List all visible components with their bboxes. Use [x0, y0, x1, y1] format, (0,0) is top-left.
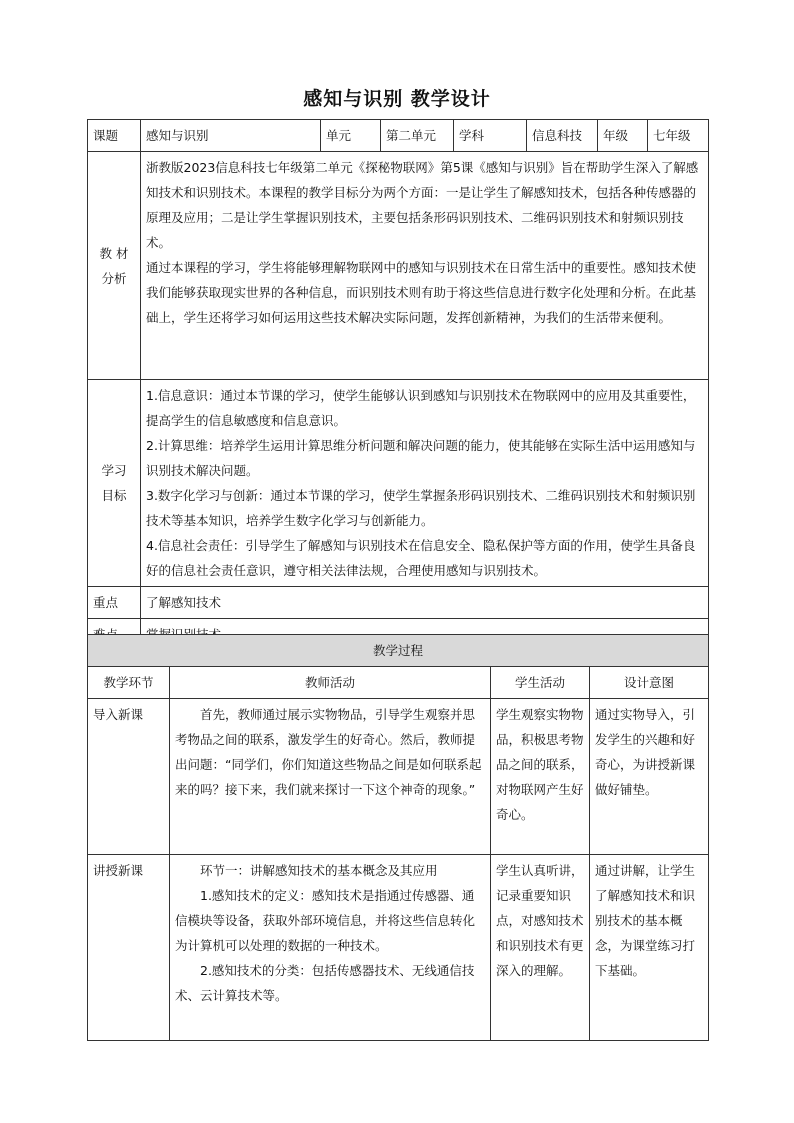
material-label: [88, 152, 141, 380]
subject-value: 信息科技: [527, 120, 598, 152]
teacher-paragraph: 2.感知技术的分类：包括传感器技术、无线通信技术、云计算技术等。: [175, 963, 475, 1003]
header-intent: 设计意图: [590, 667, 709, 699]
header-teacher: 教师活动: [170, 667, 491, 699]
goal-item: 1.信息意识：通过本节课的学习，使学生能够认识到感知与识别技术在物联网中的应用及其重要性，提高学生的信息敏感度和信息意识。: [146, 388, 696, 428]
goals-label-line2: 目标: [101, 488, 127, 503]
design-intent: 通过实物导入，引发学生的兴趣和好奇心，为讲授新课做好铺垫。: [590, 699, 709, 855]
course-label: 课题: [88, 120, 141, 152]
document-title: 感知与识别 教学设计: [303, 88, 491, 110]
goals-label-line1: 学习: [101, 463, 127, 478]
unit-label: 单元: [321, 120, 381, 152]
stage-cell: 讲授新课: [88, 855, 170, 1041]
material-paragraph-2: 通过本课程的学习，学生将能够理解物联网中的感知与识别技术在日常生活中的重要性。感知技术使我们能够获取现实世界的各种信息，而识别技术则有助于将这些信息进行数字化处理和分析。在此基础上，学生还将学习如何运用这些技术解决实际问题，发挥创新精神，为我们的生活带来便利。: [146, 260, 697, 325]
teacher-activity: [170, 699, 491, 855]
teacher-paragraph: 首先，教师通过展示实物物品，引导学生观察并思考物品之间的联系，激发学生的好奇心。然后，教师提出问题：“同学们，你们知道这些物品之间是如何联系起来的吗？接下来，我们就来探讨一下这个神奇的现象。”: [175, 707, 482, 797]
grade-value: 七年级: [648, 120, 709, 152]
subject-label: 学科: [454, 120, 527, 152]
student-activity: 学生观察实物物品，积极思考物品之间的联系，对物联网产生好奇心。: [491, 699, 590, 855]
process-title: 教学过程: [88, 635, 709, 667]
course-value: 感知与识别: [141, 120, 321, 152]
material-label-line2: 分析: [101, 270, 127, 286]
grade-label: 年级: [598, 120, 648, 152]
stage-cell: 导入新课: [88, 699, 170, 855]
unit-value: 第二单元: [381, 120, 454, 152]
goal-item: 2.计算思维：培养学生运用计算思维分析问题和解决问题的能力，使其能够在实际生活中运用感知与识别技术解决问题。: [146, 438, 696, 478]
key-point-value: 了解感知技术: [141, 587, 709, 619]
goal-item: 3.数字化学习与创新：通过本节课的学习，使学生掌握条形码识别技术、二维码识别技术和射频识别技术等基本知识，培养学生数字化学习与创新能力。: [146, 488, 696, 528]
material-paragraph-1: 浙教版2023信息科技七年级第二单元《探秘物联网》第5课《感知与识别》旨在帮助学生深入了解感知技术和识别技术。本课程的教学目标分为两个方面：一是让学生了解感知技术，包括各种传感器的原理及应用；二是让学生掌握识别技术，主要包括条形码识别技术、二维码识别技术和射频识别技术。: [146, 160, 699, 250]
teacher-paragraph: 环节一：讲解感知技术的基本概念及其应用: [200, 863, 438, 878]
teacher-paragraph: 1.感知技术的定义：感知技术是指通过传感器、通信模块等设备，获取外部环境信息，并将这些信息转化为计算机可以处理的数据的一种技术。: [175, 888, 476, 953]
header-stage: 教学环节: [88, 667, 170, 699]
teaching-process-table: [87, 634, 709, 1041]
design-intent: 通过讲解，让学生了解感知技术和识别技术的基本概念，为课堂练习打下基础。: [590, 855, 709, 1041]
teacher-activity: [170, 855, 491, 1041]
goals-label: [88, 380, 141, 587]
goals-content: [141, 380, 709, 587]
header-student: 学生活动: [491, 667, 590, 699]
key-point-label: 重点: [88, 587, 141, 619]
material-content: [141, 152, 709, 380]
goal-item: 4.信息社会责任：引导学生了解感知与识别技术在信息安全、隐私保护等方面的作用，使学生具备良好的信息社会责任意识，遵守相关法律法规，合理使用感知与识别技术。: [146, 538, 696, 578]
material-label-line1: 教 材: [99, 245, 129, 261]
student-activity: 学生认真听讲，记录重要知识点，对感知技术和识别技术有更深入的理解。: [491, 855, 590, 1041]
basic-info-table: [87, 119, 709, 651]
